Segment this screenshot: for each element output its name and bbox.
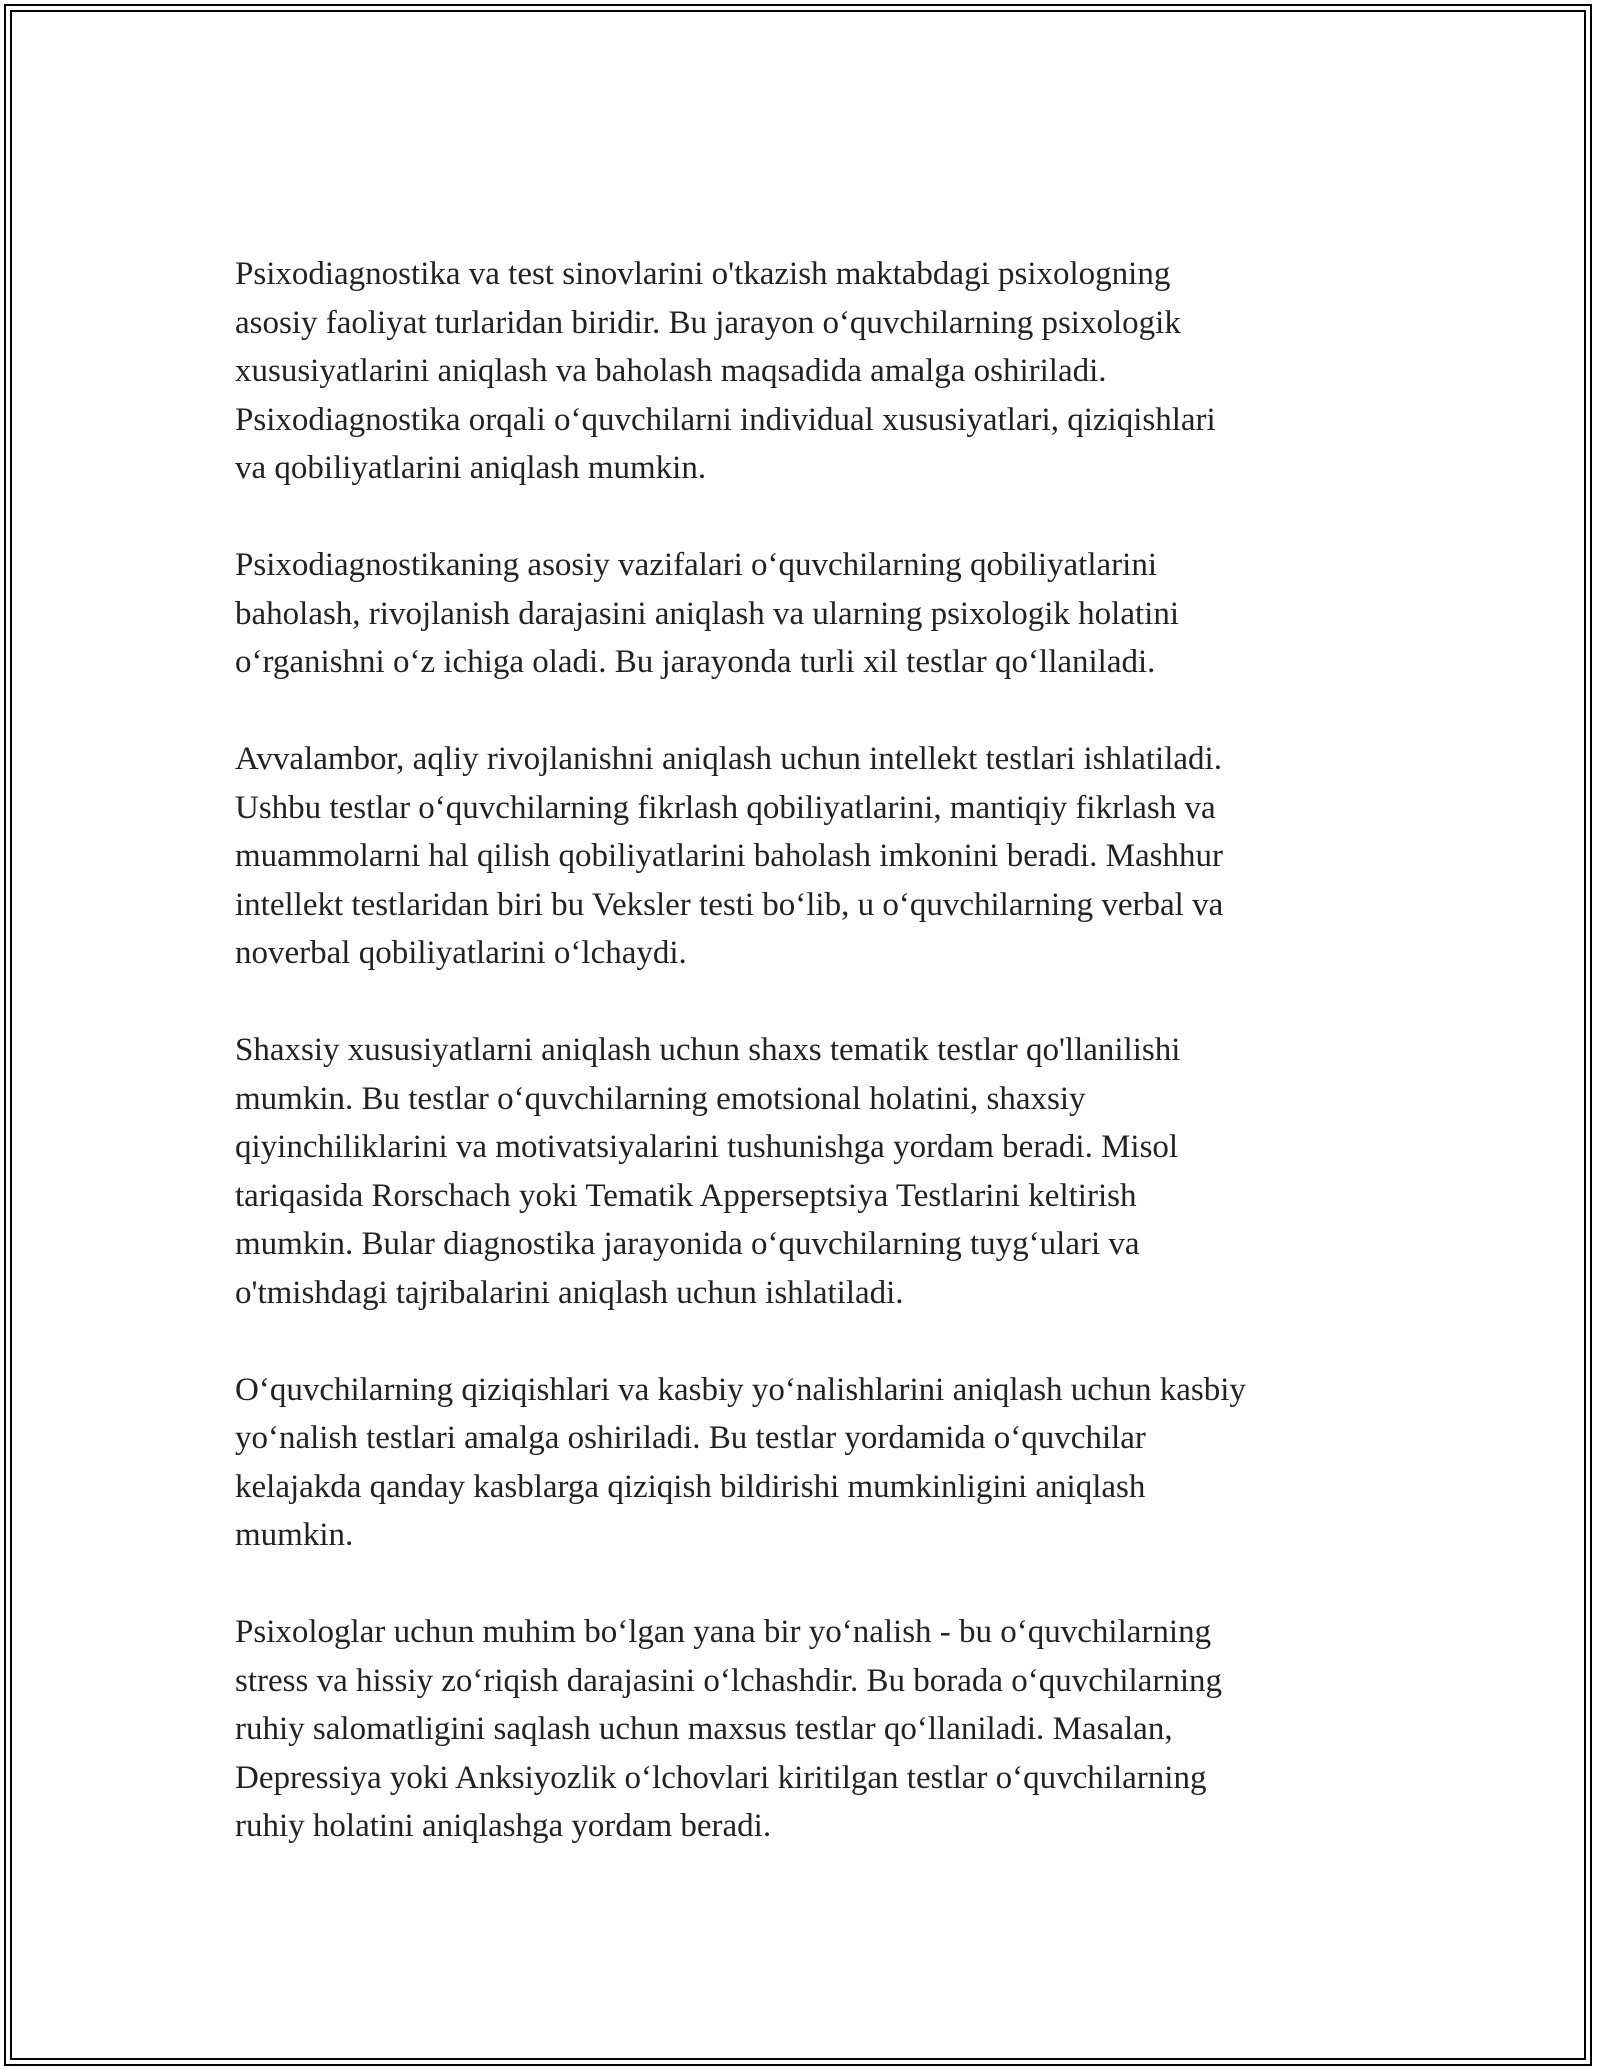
text-line: kelajakda qanday kasblarga qiziqish bildirishi mumkinligini aniqlash — [235, 1468, 1146, 1505]
text-line: yo‘nalish testlari amalga oshiriladi. Bu testlar yordamida o‘quvchilar — [235, 1420, 1146, 1456]
paragraph-6 — [235, 1608, 1375, 1851]
text-line: tariqasida Rorschach yoki Tematik Apperseptsiya Testlarini keltirish — [235, 1177, 1137, 1214]
text-line: Psixologlar uchun muhim bo‘lgan yana bir yo‘nalish - bu o‘quvchilarning — [235, 1614, 1212, 1650]
document-body — [235, 250, 1375, 1899]
text-line: O‘quvchilarning qiziqishlari va kasbiy yo‘nalishlarini aniqlash uchun kasbiy — [235, 1371, 1246, 1408]
text-line: o'tmishdagi tajribalarini aniqlash uchun ishlatiladi. — [235, 1274, 904, 1311]
text-line: va qobiliyatlarini aniqlash mumkin. — [235, 450, 707, 486]
text-line: intellekt testlaridan biri bu Veksler testi bo‘lib, u o‘quvchilarning verbal va — [235, 886, 1224, 923]
text-line: Avvalambor, aqliy rivojlanishni aniqlash uchun intellekt testlari ishlatiladi. — [235, 741, 1222, 777]
text-line: ruhiy salomatligini saqlash uchun maxsus testlar qo‘llaniladi. Masalan, — [235, 1711, 1173, 1747]
paragraph-1 — [235, 250, 1375, 493]
paragraph-2 — [235, 541, 1375, 687]
text-line: xususiyatlarini aniqlash va baholash maqsadida amalga oshiriladi. — [235, 353, 1107, 389]
paragraph-3 — [235, 735, 1375, 978]
text-line: stress va hissiy zo‘riqish darajasini o‘lchashdir. Bu borada o‘quvchilarning — [235, 1662, 1223, 1699]
text-line: asosiy faoliyat turlaridan biridir. Bu jarayon o‘quvchilarning psixologik — [235, 304, 1181, 341]
text-line: Psixodiagnostika va test sinovlarini o'tkazish maktabdagi psixologning — [235, 256, 1171, 292]
text-line: ruhiy holatini aniqlashga yordam beradi. — [235, 1808, 772, 1844]
text-line: o‘rganishni o‘z ichiga oladi. Bu jarayonda turli xil testlar qo‘llaniladi. — [235, 644, 1156, 680]
paragraph-5 — [235, 1366, 1375, 1560]
text-line: Depressiya yoki Anksiyozlik o‘lchovlari kiritilgan testlar o‘quvchilarning — [235, 1759, 1207, 1796]
text-line: baholash, rivojlanish darajasini aniqlash va ularning psixologik holatini — [235, 595, 1179, 632]
text-line: mumkin. — [235, 1517, 354, 1553]
text-line: mumkin. Bular diagnostika jarayonida o‘quvchilarning tuyg‘ulari va — [235, 1226, 1140, 1262]
text-line: Psixodiagnostikaning asosiy vazifalari o‘quvchilarning qobiliyatlarini — [235, 547, 1157, 583]
text-line: mumkin. Bu testlar o‘quvchilarning emotsional holatini, shaxsiy — [235, 1080, 1086, 1117]
text-line: Shaxsiy xususiyatlarni aniqlash uchun shaxs tematik testlar qo'llanilishi — [235, 1032, 1181, 1068]
text-line: Ushbu testlar o‘quvchilarning fikrlash qobiliyatlarini, mantiqiy fikrlash va — [235, 789, 1216, 826]
text-line: qiyinchiliklarini va motivatsiyalarini tushunishga yordam beradi. Misol — [235, 1129, 1179, 1165]
text-line: noverbal qobiliyatlarini o‘lchaydi. — [235, 935, 687, 971]
paragraph-4 — [235, 1026, 1375, 1317]
text-line: Psixodiagnostika orqali o‘quvchilarni individual xususiyatlari, qiziqishlari — [235, 401, 1216, 438]
text-line: muammolarni hal qilish qobiliyatlarini baholash imkonini beradi. Mashhur — [235, 838, 1224, 874]
